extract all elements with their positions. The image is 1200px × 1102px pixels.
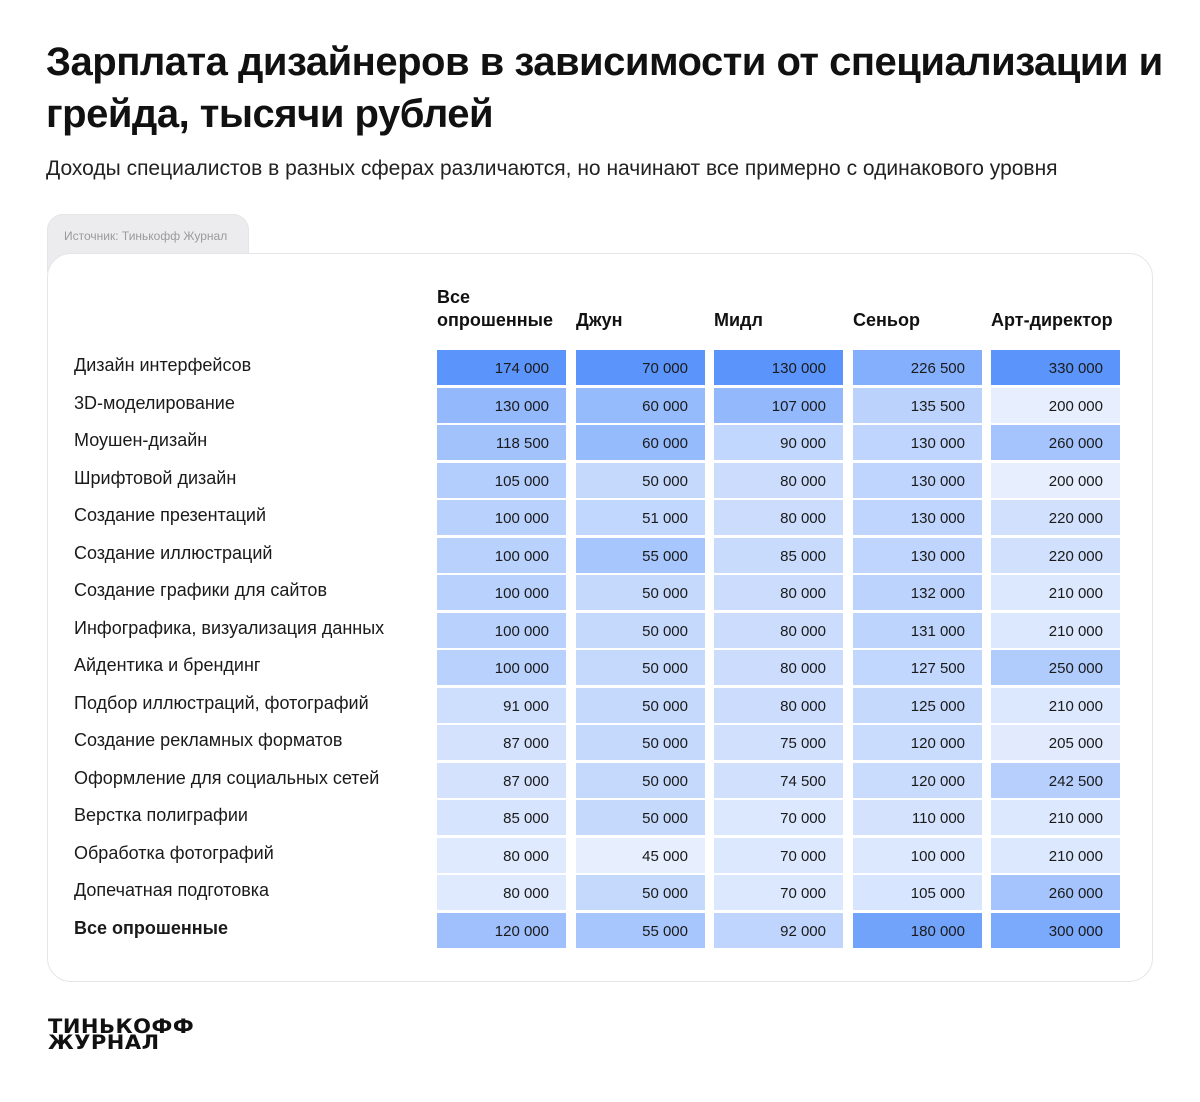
row-label: Подбор иллюстраций, фотографий	[74, 692, 369, 713]
heatmap-cell: 92 000	[714, 913, 843, 948]
heatmap-cell: 100 000	[853, 838, 982, 873]
heatmap-cell: 226 500	[853, 350, 982, 385]
heatmap-cell: 260 000	[991, 875, 1120, 910]
heatmap-cell: 90 000	[714, 425, 843, 460]
row-label: Моушен-дизайн	[74, 430, 208, 450]
heatmap-cell: 200 000	[991, 388, 1120, 423]
row-label: Создание иллюстраций	[74, 542, 273, 563]
row-label: Дизайн интерфейсов	[74, 355, 252, 375]
heatmap-cell: 70 000	[714, 838, 843, 873]
row-label: Верстка полиграфии	[74, 805, 248, 825]
heatmap-cell: 80 000	[714, 688, 843, 723]
heatmap-cell: 50 000	[576, 613, 705, 648]
column-header: Джун	[576, 310, 623, 330]
heatmap-cell: 100 000	[437, 538, 566, 573]
heatmap-cell: 130 000	[437, 388, 566, 423]
heatmap-cell: 130 000	[853, 425, 982, 460]
heatmap-cell: 51 000	[576, 500, 705, 535]
heatmap-cell: 135 500	[853, 388, 982, 423]
heatmap-cell: 75 000	[714, 725, 843, 760]
heatmap-cell: 107 000	[714, 388, 843, 423]
heatmap-cell: 210 000	[991, 613, 1120, 648]
row-label: Создание рекламных форматов	[74, 730, 343, 750]
heatmap-cell: 50 000	[576, 575, 705, 610]
heatmap-cell: 210 000	[991, 688, 1120, 723]
heatmap-cell: 100 000	[437, 575, 566, 610]
chart-subtitle: Доходы специалистов в разных сферах различаются, но начинают все примерно с одинакового уровня	[46, 157, 1058, 180]
heatmap-cell: 87 000	[437, 725, 566, 760]
heatmap-cell: 80 000	[714, 463, 843, 498]
row-label: 3D-моделирование	[74, 392, 235, 413]
heatmap-cell: 50 000	[576, 463, 705, 498]
heatmap-cell: 127 500	[853, 650, 982, 685]
heatmap-cell: 100 000	[437, 650, 566, 685]
chart-title: Зарплата дизайнеров в зависимости от специализации и грейда, тысячи рублей	[46, 40, 1163, 136]
heatmap-cell: 220 000	[991, 538, 1120, 573]
heatmap-cell: 105 000	[437, 463, 566, 498]
heatmap-cell: 70 000	[576, 350, 705, 385]
heatmap-cell: 60 000	[576, 388, 705, 423]
heatmap-cell: 242 500	[991, 763, 1120, 798]
row-label: Создание графики для сайтов	[74, 580, 328, 600]
heatmap-cell: 70 000	[714, 800, 843, 835]
heatmap-cell: 80 000	[714, 613, 843, 648]
heatmap-cell: 55 000	[576, 538, 705, 573]
row-label: Шрифтовой дизайн	[74, 467, 237, 488]
heatmap-cell: 85 000	[437, 800, 566, 835]
heatmap-cell: 45 000	[576, 838, 705, 873]
row-label: Айдентика и брендинг	[74, 655, 261, 675]
heatmap-cell: 85 000	[714, 538, 843, 573]
heatmap-cell: 74 500	[714, 763, 843, 798]
heatmap-cell: 50 000	[576, 688, 705, 723]
heatmap-cell: 180 000	[853, 913, 982, 948]
heatmap-cell: 80 000	[714, 500, 843, 535]
heatmap-cell: 91 000	[437, 688, 566, 723]
heatmap-cell: 50 000	[576, 800, 705, 835]
heatmap-cell: 210 000	[991, 575, 1120, 610]
heatmap-cell: 120 000	[853, 725, 982, 760]
heatmap-cell: 118 500	[437, 425, 566, 460]
column-header: Арт-директор	[991, 310, 1113, 330]
heatmap-cell: 130 000	[853, 463, 982, 498]
heatmap-cell: 50 000	[576, 650, 705, 685]
heatmap-cell: 80 000	[437, 875, 566, 910]
row-label: Оформление для социальных сетей	[74, 767, 380, 788]
heatmap-cell: 55 000	[576, 913, 705, 948]
heatmap-cell: 50 000	[576, 875, 705, 910]
row-label: Инфографика, визуализация данных	[74, 617, 385, 638]
heatmap-cell: 260 000	[991, 425, 1120, 460]
heatmap-cell: 220 000	[991, 500, 1120, 535]
heatmap-cell: 80 000	[714, 650, 843, 685]
heatmap-cell: 131 000	[853, 613, 982, 648]
heatmap-cell: 105 000	[853, 875, 982, 910]
heatmap-cell: 50 000	[576, 725, 705, 760]
row-label: Обработка фотографий	[74, 842, 274, 863]
heatmap-cell: 330 000	[991, 350, 1120, 385]
column-header: Все опрошенные	[437, 287, 553, 330]
heatmap-cell: 210 000	[991, 800, 1120, 835]
logo-line-2: ЖУРНАЛ	[48, 1031, 160, 1054]
heatmap-cell: 70 000	[714, 875, 843, 910]
tinkoff-journal-logo	[48, 1015, 195, 1054]
logo-line-1: ТИНЬКОФФ	[48, 1015, 195, 1038]
heatmap-cell: 130 000	[853, 538, 982, 573]
total-row-label: Все опрошенные	[74, 917, 229, 938]
heatmap-cell: 174 000	[437, 350, 566, 385]
heatmap-cell: 130 000	[853, 500, 982, 535]
source-label: Источник: Тинькофф Журнал	[64, 229, 228, 243]
heatmap-cell: 80 000	[437, 838, 566, 873]
heatmap-cell: 210 000	[991, 838, 1120, 873]
row-label: Создание презентаций	[74, 505, 267, 525]
heatmap-cell: 60 000	[576, 425, 705, 460]
column-header: Мидл	[714, 310, 763, 330]
heatmap-cell: 125 000	[853, 688, 982, 723]
heatmap-cell: 50 000	[576, 763, 705, 798]
heatmap-cell: 100 000	[437, 613, 566, 648]
heatmap-cell: 110 000	[853, 800, 982, 835]
heatmap-cell: 100 000	[437, 500, 566, 535]
heatmap-cell: 300 000	[991, 913, 1120, 948]
heatmap-cell: 130 000	[714, 350, 843, 385]
heatmap-cell: 120 000	[853, 763, 982, 798]
heatmap-cell: 132 000	[853, 575, 982, 610]
heatmap-cell: 205 000	[991, 725, 1120, 760]
heatmap-cell: 200 000	[991, 463, 1120, 498]
heatmap-cell: 87 000	[437, 763, 566, 798]
row-label: Допечатная подготовка	[74, 880, 270, 900]
heatmap-cell: 120 000	[437, 913, 566, 948]
column-header: Сеньор	[853, 310, 920, 330]
heatmap-cell: 80 000	[714, 575, 843, 610]
heatmap-cell: 250 000	[991, 650, 1120, 685]
